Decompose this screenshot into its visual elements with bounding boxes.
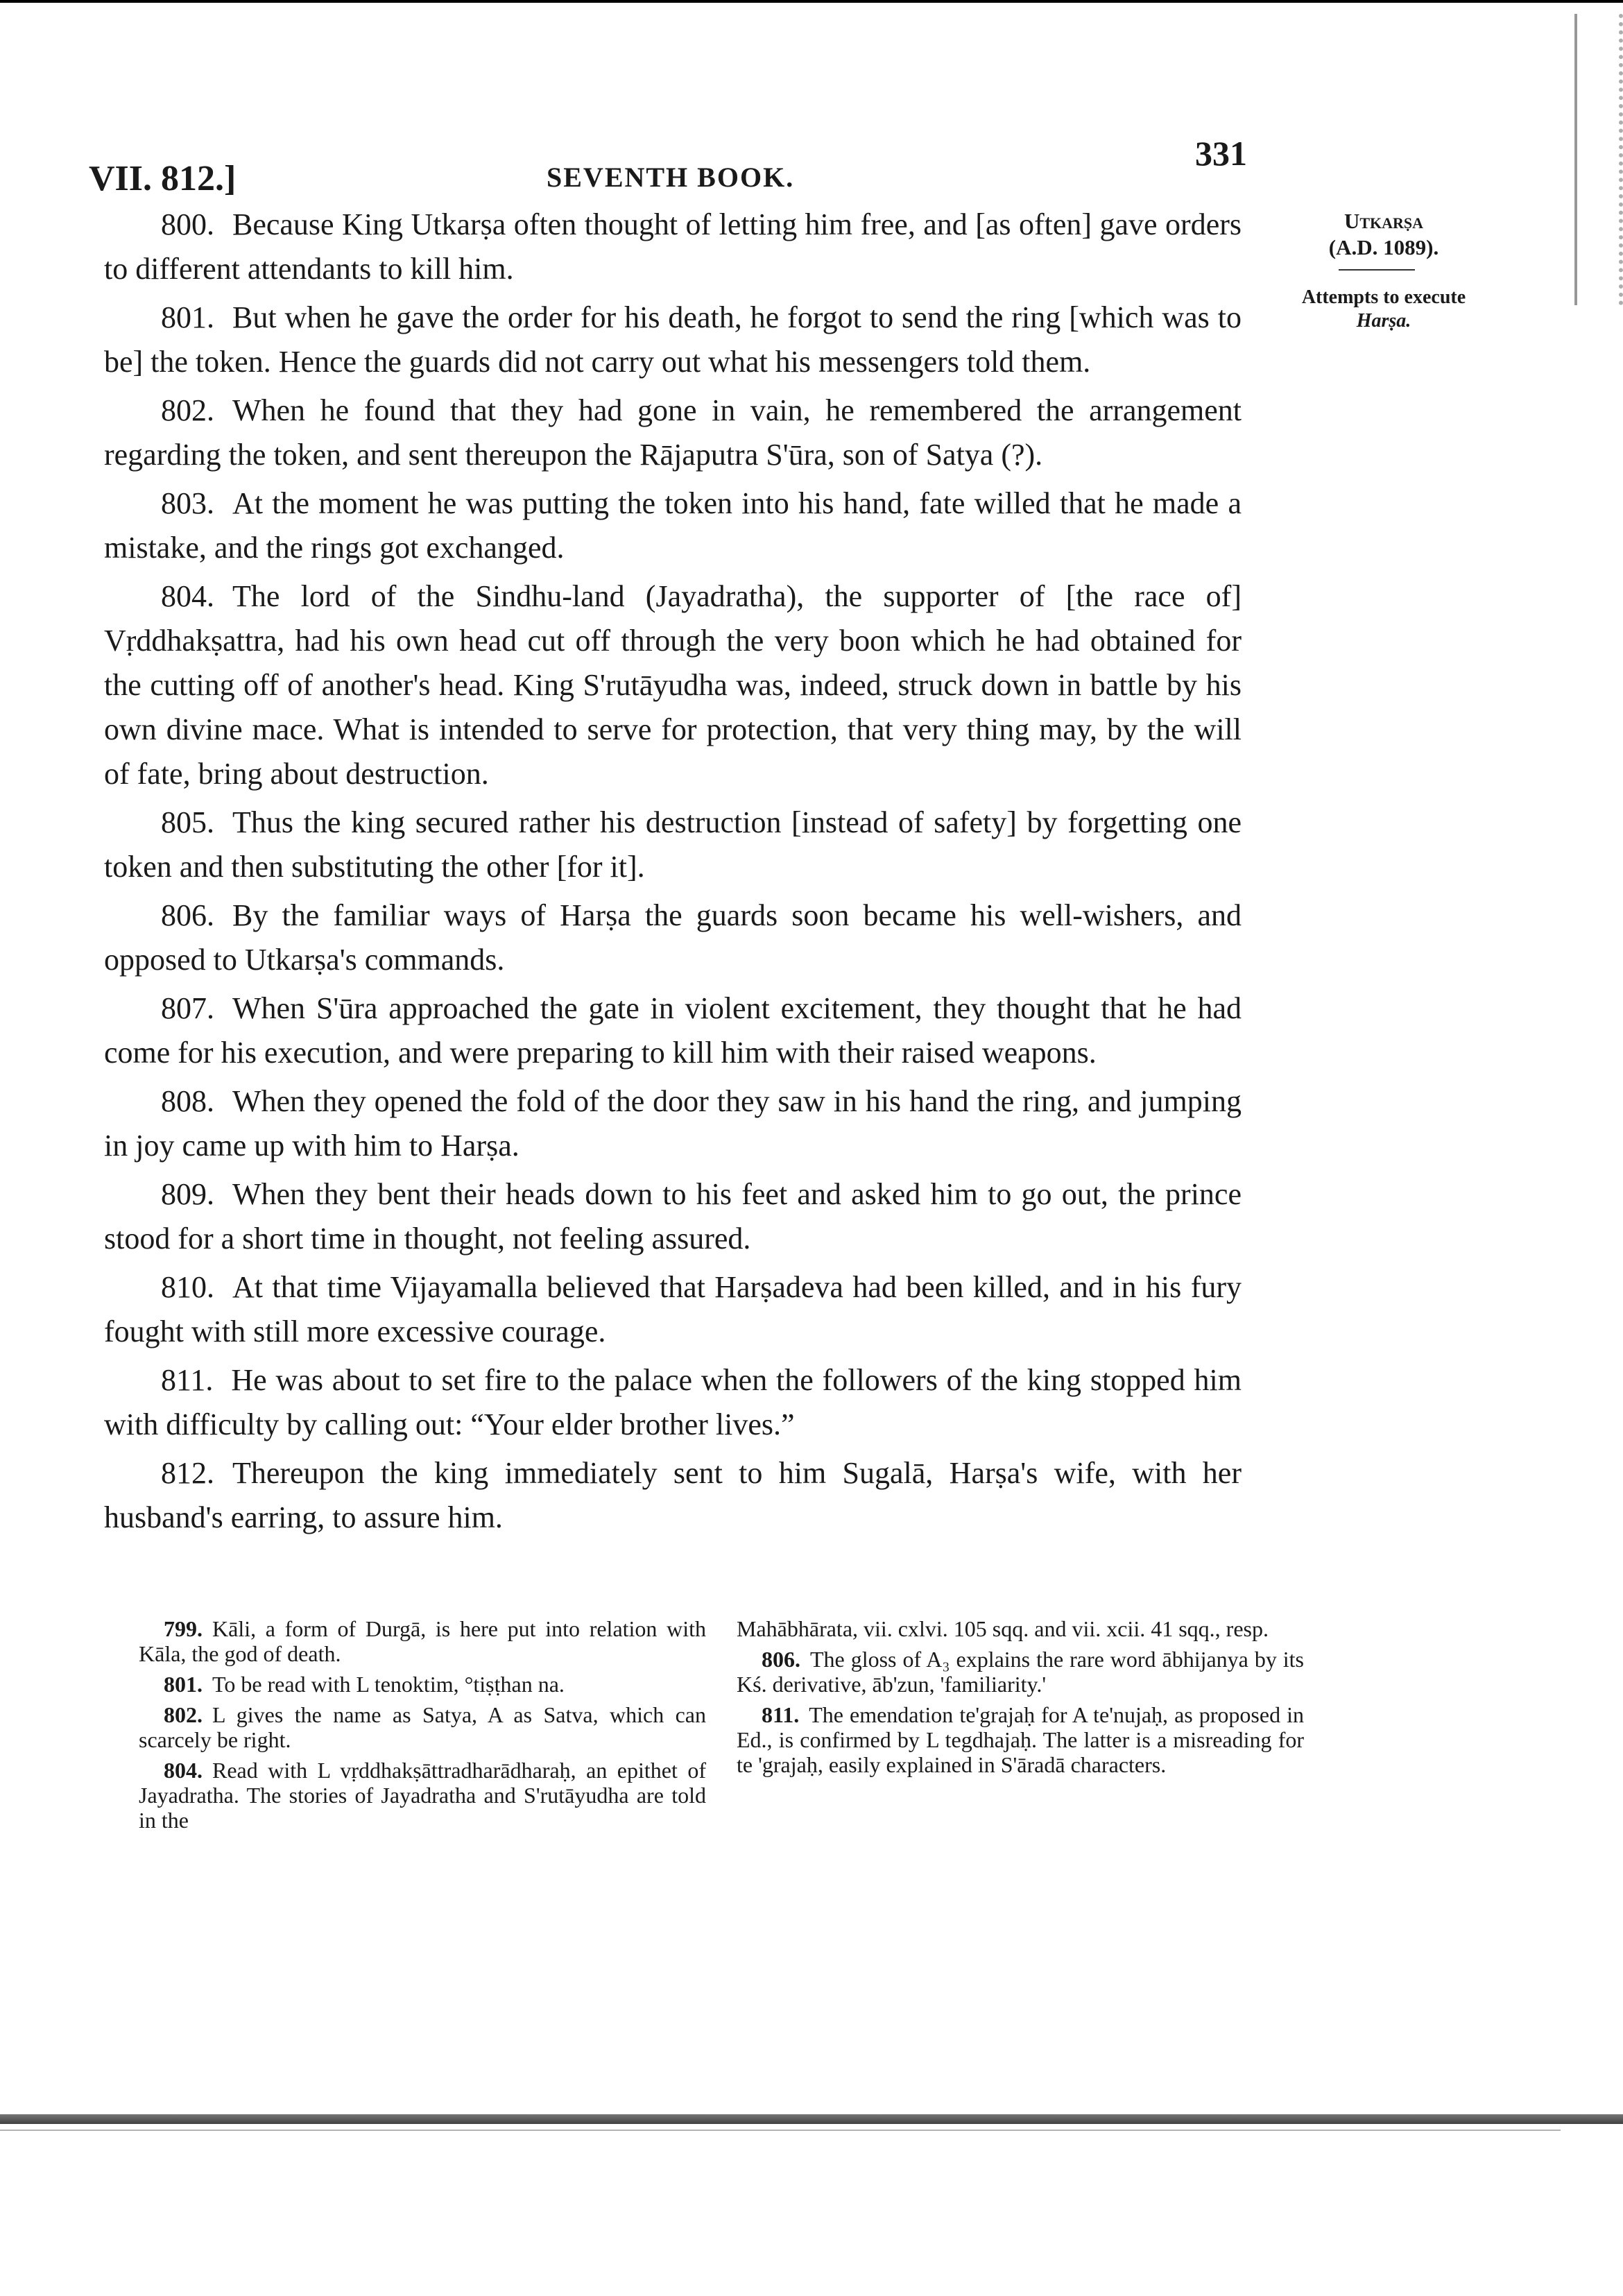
verse-number: 802. [161,393,214,427]
verse-text: When he found that they had gone in vain, he remembered the arrangement regarding the token, and sent thereupon the Rājaputra S'ūra, son of Satya (?). [104,393,1242,472]
verse-number: 812. [161,1456,214,1490]
footnotes-left-column [139,1616,706,1838]
sidenote-topic-line1: Attempts to execute [1301,286,1466,308]
verse-text: But when he gave the order for his death, he forgot to send the ring [which was to be] the token. Hence the guards did not carry out what his messengers told them. [104,300,1242,379]
verse-number: 801. [161,300,214,334]
sidenote-topic-line2: Harṣa. [1356,310,1411,332]
footnote-number: 804. [164,1758,203,1783]
verse-number: 804. [161,579,214,613]
main-text [104,203,1242,1544]
verse-number: 809. [161,1177,214,1211]
verse-number: 810. [161,1270,214,1304]
footnote-text: The emendation te'grajaḥ for A te'nujaḥ, as proposed in Ed., is confirmed by L tegdhajaḥ. The latter is a misreading for te 'grajaḥ, easily explained in S'āradā characters. [737,1702,1304,1777]
footnote-number: 801. [164,1672,203,1697]
footnote [139,1702,706,1752]
verse-number: 800. [161,207,214,241]
verse-text: He was about to set fire to the palace when the followers of the king stopped him with difficulty by calling out: “Your elder brother lives.” [104,1363,1242,1441]
verse-text: Because King Utkarṣa often thought of letting him free, and [as often] gave orders to different attendants to kill him. [104,207,1242,286]
footnote [139,1616,706,1666]
sidenote-period [1280,208,1488,261]
verse-number: 808. [161,1084,214,1118]
verse-text: When S'ūra approached the gate in violent excitement, they thought that he had come for his execution, and were preparing to kill him with their raised weapons. [104,991,1242,1070]
verse [104,481,1242,570]
verse-number: 803. [161,486,214,520]
footnote [139,1758,706,1833]
footnote [737,1702,1304,1777]
verse [104,203,1242,291]
footnote-number: 806. [762,1647,800,1672]
footnote-number: 802. [164,1702,203,1727]
verse [104,800,1242,889]
bottom-scan-edge-shadow [0,2130,1561,2131]
sidenote-period-date: (A.D. 1089). [1328,235,1439,259]
verse-number: 807. [161,991,214,1025]
verse [104,1265,1242,1354]
sidenote-period-name: Utkarṣa [1343,209,1424,233]
footnote-number: 811. [762,1702,800,1727]
verse-text: When they bent their heads down to his feet and asked him to go out, the prince stood for a short time in thought, not feeling assured. [104,1177,1242,1256]
footnote-text: The gloss of A₃ explains the rare word ābhijanya by its Kś. derivative, āb'zun, 'familiarity.' [737,1647,1304,1697]
verse-text: Thus the king secured rather his destruction [instead of safety] by forgetting one token and then substituting the other [for it]. [104,805,1242,884]
verse-text: Thereupon the king immediately sent to him Sugalā, Harṣa's wife, with her husband's earring, to assure him. [104,1456,1242,1534]
bottom-scan-edge [0,2114,1623,2124]
verse [104,388,1242,477]
footnote-text: Read with L vṛddhakṣāttradharādharaḥ, an epithet of Jayadratha. The stories of Jayadratha and S'rutāyudha are told in the [139,1758,706,1833]
footnote-text: Kāli, a form of Durgā, is here put into relation with Kāla, the god of death. [139,1616,706,1666]
verse [104,893,1242,982]
footnote [139,1672,706,1697]
verse-text: When they opened the fold of the door they saw in his hand the ring, and jumping in joy came up with him to Harṣa. [104,1084,1242,1163]
verse-number: 805. [161,805,214,839]
footnote-text: Mahābhārata, vii. cxlvi. 105 sqq. and vii. xcii. 41 sqq., resp. [737,1616,1269,1641]
verse [104,1079,1242,1168]
folio-reference: VII. 812.] [89,159,237,198]
verse-text: By the familiar ways of Harṣa the guards soon became his well-wishers, and opposed to Utkarṣa's commands. [104,898,1242,977]
footnote-text: To be read with L tenoktim, °tiṣṭhan na. [212,1672,565,1697]
footnote-text: L gives the name as Satya, A as Satva, which can scarcely be right. [139,1702,706,1752]
footnote [737,1647,1304,1697]
footnote-number: 799. [164,1616,203,1641]
verse [104,986,1242,1075]
verse [104,1358,1242,1447]
verse-text: The lord of the Sindhu-land (Jayadratha), the supporter of [the race of] Vṛddhakṣattra, had his own head cut off through the very boon which he had obtained for the cutting off of another's head. King S'rutāyudha was, indeed, struck down in battle by his own divine mace. What is intended to serve for protection, that very thing may, by the will of fate, bring about destruction. [104,579,1242,791]
verse-number: 811. [161,1363,214,1397]
verse [104,1172,1242,1261]
book-title: SEVENTH BOOK. [547,162,795,193]
verse-text: At the moment he was putting the token into his hand, fate willed that he made a mistake, and the rings got exchanged. [104,486,1242,565]
page-number: 331 [1195,134,1247,173]
footnotes-right-column [737,1616,1304,1783]
sidenote-topic [1280,286,1488,333]
verse [104,295,1242,384]
running-head [89,134,1268,209]
footnote-continuation [737,1616,1304,1641]
sidenote-divider [1339,269,1415,271]
verse-text: At that time Vijayamalla believed that Harṣadeva had been killed, and in his fury fought with still more excessive courage. [104,1270,1242,1348]
top-scan-edge [0,0,1623,3]
verse [104,1451,1242,1540]
verse [104,574,1242,796]
binding-edge-artifact [1574,14,1623,305]
verse-number: 806. [161,898,214,932]
